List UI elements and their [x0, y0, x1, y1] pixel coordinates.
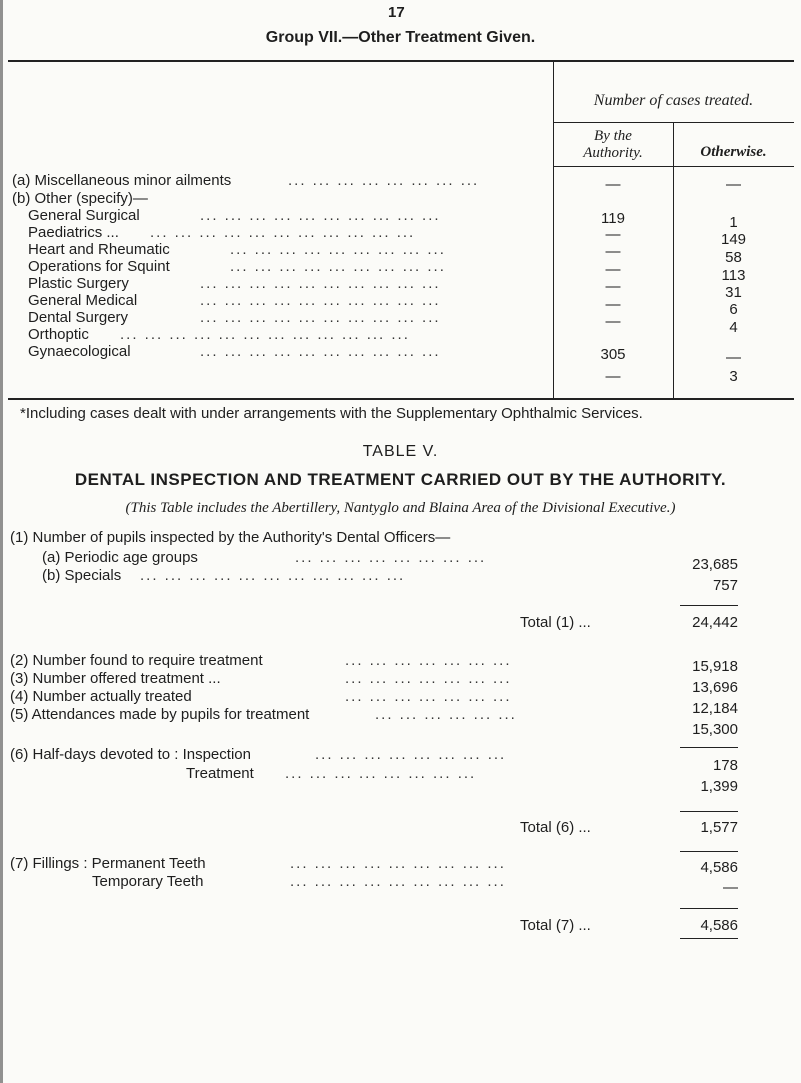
- leader-dots: ... ... ... ... ... ... ... ... ...: [230, 241, 446, 258]
- leader-dots: ... ... ... ... ... ... ... ... ...: [290, 855, 506, 872]
- bottom-rule: [8, 398, 794, 400]
- leader-dots: ... ... ... ... ... ... ... ...: [288, 172, 480, 189]
- item-4-value: 12,184: [692, 700, 738, 717]
- leader-dots: ... ... ... ... ... ... ... ... ... ...: [200, 275, 441, 292]
- row-label: Heart and Rheumatic: [28, 241, 170, 258]
- item-5-label: (5) Attendances made by pupils for treatment: [10, 706, 310, 723]
- leader-dots: ... ... ... ... ... ... ... ... ... ...: [200, 309, 441, 326]
- item-7-permanent-value: 4,586: [700, 859, 738, 876]
- row-label: Gynaecological: [28, 343, 131, 360]
- cell-by-authority: —: [605, 313, 621, 330]
- item-1a-label: (a) Periodic age groups: [42, 549, 198, 566]
- group-title: Group VII.—Other Treatment Given.: [265, 29, 536, 46]
- leader-dots: ... ... ... ... ... ... ... ...: [315, 746, 507, 763]
- leader-dots: ... ... ... ... ... ... ... ... ... ...: [200, 207, 441, 224]
- total-7-value: 4,586: [700, 917, 738, 934]
- total-6-label: Total (6) ...: [520, 819, 591, 836]
- leader-dots: ... ... ... ... ... ... ...: [345, 670, 512, 687]
- row-label: Dental Surgery: [28, 309, 129, 326]
- cell-otherwise: 4: [729, 319, 738, 336]
- item-7-label: (7) Fillings : Permanent Teeth: [10, 855, 206, 872]
- leader-dots: ... ... ... ... ... ... ... ...: [295, 549, 487, 566]
- cell-by-authority: 305: [600, 346, 626, 363]
- col1-header-line1: By the: [594, 128, 632, 144]
- row-label: Orthoptic: [28, 326, 89, 343]
- row-label: Plastic Surgery: [28, 275, 129, 292]
- page-number: 17: [388, 4, 405, 21]
- cell-by-authority: —: [605, 243, 621, 260]
- item-1a-value: 23,685: [692, 556, 738, 573]
- leader-dots: ... ... ... ... ... ... ... ... ... ... ...: [140, 567, 406, 584]
- item-6-label: (6) Half-days devoted to : Inspection: [10, 746, 251, 763]
- scan-edge: [0, 0, 3, 1083]
- sum-rule: [680, 908, 738, 909]
- leader-dots: ... ... ... ... ... ... ... ... ... ... ... ...: [120, 326, 410, 343]
- leader-dots: ... ... ... ... ... ... ... ... ... ... ...: [150, 224, 416, 241]
- leader-dots: ... ... ... ... ... ... ... ... ...: [230, 258, 446, 275]
- item-7-temporary-value: —: [723, 879, 738, 896]
- cell-otherwise: —: [726, 349, 741, 366]
- cell-otherwise: —: [726, 176, 741, 193]
- cell-by-authority: 119: [601, 210, 625, 227]
- item-2-label: (2) Number found to require treatment: [10, 652, 263, 669]
- cell-otherwise: 58: [725, 249, 742, 266]
- cell-by-authority: —: [605, 296, 621, 313]
- leader-dots: ... ... ... ... ... ... ... ... ... ...: [200, 343, 441, 360]
- total-6-value: 1,577: [700, 819, 738, 836]
- total-1-label: Total (1) ...: [520, 614, 591, 631]
- sum-rule: [680, 605, 738, 606]
- cell-by-authority: —: [605, 176, 621, 193]
- cell-by-authority: —: [605, 226, 621, 243]
- sum-rule: [680, 747, 738, 748]
- item-4-label: (4) Number actually treated: [10, 688, 192, 705]
- leader-dots: ... ... ... ... ... ... ...: [345, 652, 512, 669]
- cell-otherwise: 6: [729, 301, 738, 318]
- sum-rule: [680, 851, 738, 852]
- item-3-value: 13,696: [692, 679, 738, 696]
- sum-rule: [680, 811, 738, 812]
- row-label-a: (a) Miscellaneous minor ailments: [12, 172, 232, 189]
- col1-header-line2: Authority.: [583, 145, 643, 161]
- header-main: Number of cases treated.: [593, 92, 754, 109]
- cell-by-authority: —: [605, 261, 621, 278]
- item-5-value: 15,300: [692, 721, 738, 738]
- row-label: Paediatrics ...: [28, 224, 119, 241]
- col2-header: Otherwise.: [700, 144, 767, 160]
- item-1b-value: 757: [712, 577, 738, 594]
- item-1-label: (1) Number of pupils inspected by the Authority's Dental Officers—: [10, 529, 451, 546]
- cell-otherwise: 1: [729, 214, 738, 231]
- leader-dots: ... ... ... ... ... ... ... ... ...: [290, 873, 506, 890]
- total-7-label: Total (7) ...: [520, 917, 591, 934]
- leader-dots: ... ... ... ... ... ...: [375, 706, 517, 723]
- item-3-label: (3) Number offered treatment ...: [10, 670, 221, 687]
- item-6-treatment-value: 1,399: [700, 778, 738, 795]
- cell-by-authority: —: [605, 278, 621, 295]
- item-6-treatment-label: Treatment: [186, 765, 254, 782]
- item-6-inspection-value: 178: [712, 757, 738, 774]
- cell-by-authority: —: [605, 368, 621, 385]
- leader-dots: ... ... ... ... ... ... ...: [345, 688, 512, 705]
- item-7-temporary-label: Temporary Teeth: [92, 873, 204, 890]
- row-label: General Surgical: [28, 207, 140, 224]
- row-label: General Medical: [28, 292, 138, 309]
- cell-otherwise: 149: [720, 231, 747, 248]
- sum-rule: [680, 938, 738, 939]
- top-rule: [8, 60, 794, 62]
- header-rule-2: [553, 166, 794, 167]
- table-title: DENTAL INSPECTION AND TREATMENT CARRIED OUT BY THE AUTHORITY.: [74, 470, 727, 489]
- cell-otherwise: 113: [721, 267, 746, 284]
- row-label-b: (b) Other (specify)—: [12, 190, 148, 207]
- cell-otherwise: 31: [725, 284, 742, 301]
- footnote: *Including cases dealt with under arrangements with the Supplementary Ophthalmic Services.: [20, 405, 643, 422]
- cell-otherwise: 3: [729, 368, 738, 385]
- header-rule-1: [553, 122, 794, 123]
- item-2-value: 15,918: [692, 658, 738, 675]
- item-1b-label: (b) Specials: [42, 567, 122, 584]
- table-heading: TABLE V.: [362, 443, 439, 460]
- row-label: Operations for Squint: [28, 258, 170, 275]
- leader-dots: ... ... ... ... ... ... ... ... ... ...: [200, 292, 441, 309]
- leader-dots: ... ... ... ... ... ... ... ...: [285, 765, 477, 782]
- total-1-value: 24,442: [692, 614, 738, 631]
- table-subtitle: (This Table includes the Abertillery, Nantyglo and Blaina Area of the Divisional Executive.): [125, 500, 676, 516]
